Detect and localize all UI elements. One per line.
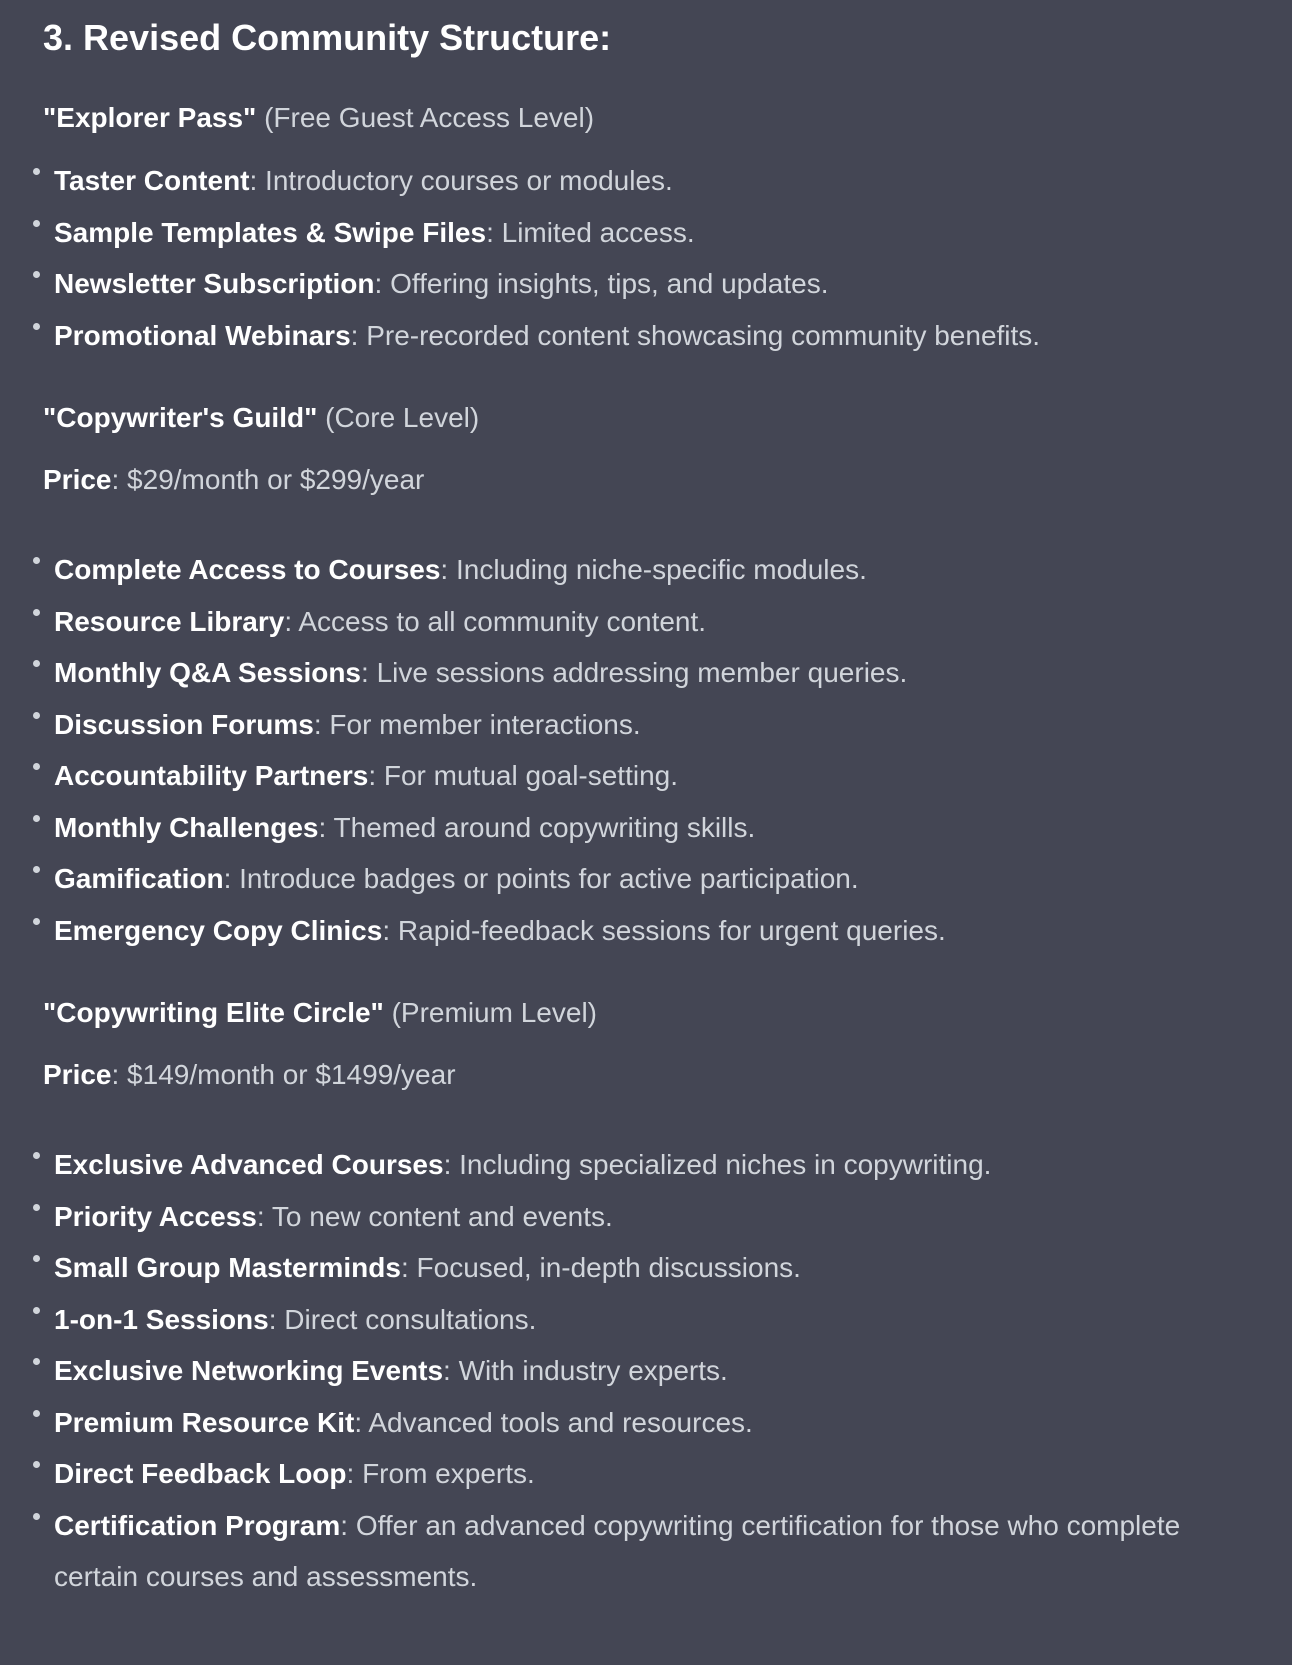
feature-title: Monthly Q&A Sessions (54, 657, 362, 688)
feature-title: Newsletter Subscription (54, 268, 375, 299)
feature-description: : Including niche-specific modules. (440, 554, 867, 585)
feature-title: Certification Program (54, 1509, 341, 1541)
feature-description: : Pre-recorded content showcasing community benefits. (350, 319, 1041, 351)
price-label: Price (43, 464, 112, 495)
list-item (54, 1242, 1254, 1294)
feature-description: : To new content and events. (256, 1200, 613, 1232)
feature-title: 1-on-1 Sessions (54, 1303, 269, 1335)
list-item (54, 1397, 1254, 1449)
feature-description: : Focused, in-depth discussions. (400, 1252, 801, 1283)
feature-description: : Offer an advanced copywriting certification for those who complete certain courses and assessments. (54, 1509, 1181, 1592)
feature-title: Discussion Forums (54, 708, 314, 740)
feature-title: Premium Resource Kit (54, 1406, 355, 1438)
feature-description: : Limited access. (486, 216, 695, 248)
feature-description: : Including specialized niches in copywriting. (443, 1149, 992, 1180)
feature-description: : From experts. (346, 1458, 535, 1489)
feature-description: : Introductory courses or modules. (249, 165, 673, 196)
list-item (54, 802, 1254, 854)
feature-description: : Access to all community content. (284, 605, 707, 637)
feature-title: Gamification (54, 863, 224, 894)
feature-description: : For member interactions. (313, 708, 641, 740)
tier-heading-explorer-pass (43, 98, 594, 138)
feature-description: : With industry experts. (443, 1355, 728, 1386)
tier-level: (Core Level) (325, 402, 480, 433)
tier-price (43, 460, 424, 500)
feature-description: : Rapid-feedback sessions for urgent queries. (382, 914, 946, 946)
tier-name: "Explorer Pass" (43, 102, 257, 133)
list-item (54, 750, 1254, 802)
feature-description: : Introduce badges or points for active participation. (223, 863, 859, 894)
list-item (54, 853, 1254, 905)
list-item (54, 905, 1254, 957)
feature-title: Small Group Masterminds (54, 1252, 401, 1283)
list-item (54, 1448, 1254, 1500)
feature-description: : Offering insights, tips, and updates. (374, 268, 829, 299)
feature-title: Emergency Copy Clinics (54, 914, 383, 946)
feature-title: Accountability Partners (54, 760, 369, 791)
list-item (54, 155, 1254, 207)
feature-description: : Direct consultations. (268, 1303, 537, 1335)
section-heading: 3. Revised Community Structure: (43, 17, 612, 58)
feature-title: Sample Templates & Swipe Files (54, 216, 487, 248)
list-item (54, 544, 1254, 596)
feature-description: : Themed around copywriting skills. (318, 811, 756, 843)
feature-title: Exclusive Advanced Courses (54, 1149, 444, 1180)
list-item (54, 1294, 1254, 1346)
list-item (54, 596, 1254, 648)
feature-title: Direct Feedback Loop (54, 1458, 347, 1489)
tier-level: (Premium Level) (391, 997, 597, 1028)
feature-description: : Live sessions addressing member queries. (361, 657, 908, 688)
list-item (54, 699, 1254, 751)
feature-description: : For mutual goal-setting. (368, 760, 679, 791)
list-item (54, 310, 1254, 362)
feature-title: Resource Library (54, 605, 285, 637)
list-item (54, 207, 1254, 259)
list-item (54, 258, 1254, 310)
tier-heading-copywriters-guild (43, 398, 479, 438)
price-value: : $29/month or $299/year (111, 464, 425, 495)
price-value: : $149/month or $1499/year (111, 1059, 456, 1090)
list-item (54, 1191, 1254, 1243)
list-item (54, 647, 1254, 699)
tier-heading-elite-circle (43, 993, 597, 1033)
tier-price (43, 1055, 456, 1095)
feature-description: : Advanced tools and resources. (354, 1406, 753, 1438)
feature-title: Exclusive Networking Events (54, 1355, 444, 1386)
tier-name: "Copywriting Elite Circle" (43, 997, 384, 1028)
feature-title: Priority Access (54, 1200, 257, 1232)
feature-title: Promotional Webinars (54, 319, 351, 351)
feature-title: Taster Content (54, 165, 250, 196)
list-item (54, 1500, 1254, 1603)
price-label: Price (43, 1059, 112, 1090)
tier-level: (Free Guest Access Level) (264, 102, 595, 133)
feature-title: Complete Access to Courses (54, 554, 441, 585)
tier-name: "Copywriter's Guild" (43, 402, 318, 433)
list-item (54, 1139, 1254, 1191)
list-item (54, 1345, 1254, 1397)
feature-title: Monthly Challenges (54, 811, 319, 843)
